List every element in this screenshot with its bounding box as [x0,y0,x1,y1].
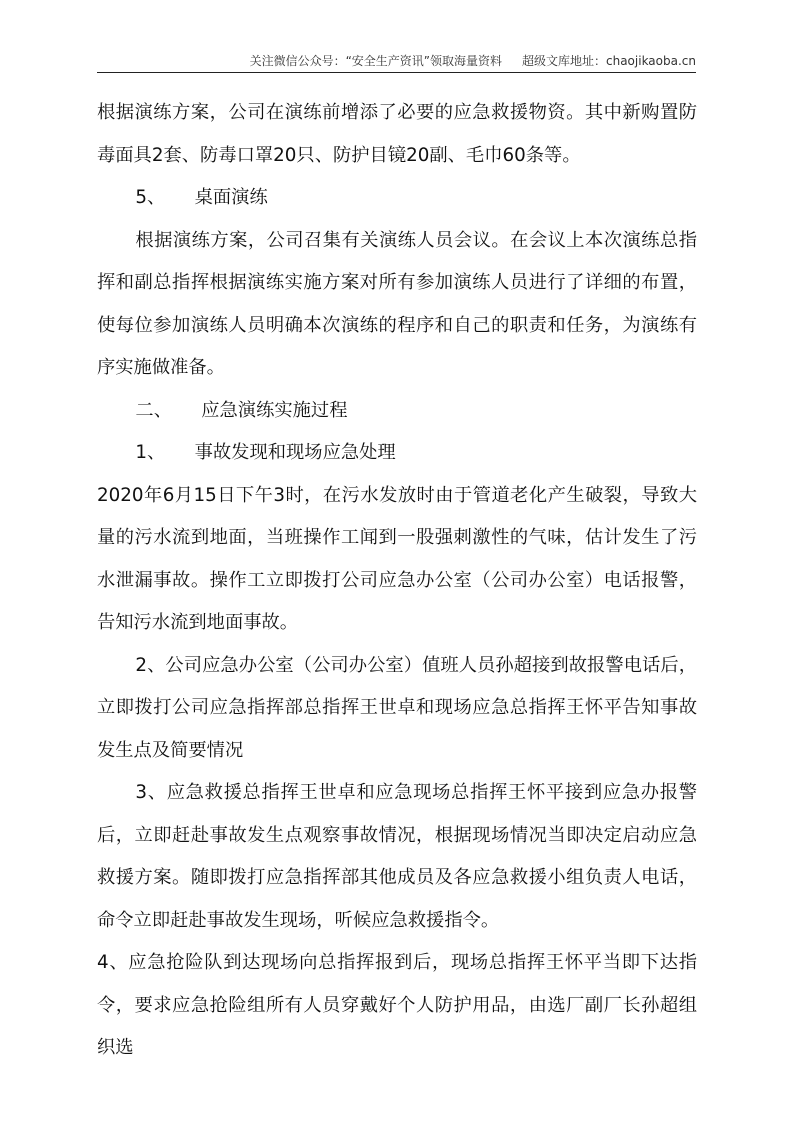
header-wechat-note: 关注微信公众号：“安全生产资讯”领取海量资料 [249,54,502,68]
paragraph-incident: 2020年6月15日下午3时，在污水发放时由于管道老化产生破裂，导致大量的污水流到地面，当班操作工闻到一股强刺激性的气味，估计发生了污水泄漏事故。操作工立即拨打公司应急办公室（公司办公室）电话报警，告知污水流到地面事故。 [97,484,697,633]
header-site-address: 超级文库地址：chaojikaoba.cn [522,54,696,68]
heading-discovery [97,432,697,475]
paragraph-step-2: 2、公司应急办公室（公司办公室）值班人员孙超接到故报警电话后，立即拨打公司应急指挥部总指挥王世卓和现场应急总指挥王怀平告知事故发生点及简要情况 [97,654,697,761]
heading-number: 1、 [135,442,166,463]
heading-drill-process [97,390,697,433]
heading-text: 事故发现和现场应急处理 [194,442,396,463]
document-body [97,92,697,1070]
paragraph-supplies: 根据演练方案，公司在演练前增添了必要的应急救援物资。其中新购置防毒面具2套、防毒口罩20只、防护目镜20副、毛巾60条等。 [97,102,697,166]
heading-text: 桌面演练 [194,187,268,208]
paragraph-meeting: 根据演练方案，公司召集有关演练人员会议。在会议上本次演练总指挥和副总指挥根据演练实施方案对所有参加演练人员进行了详细的布置，使每位参加演练人员明确本次演练的程序和自己的职责和任务，为演练有序实施做准备。 [97,229,697,378]
paragraph-step-3: 3、应急救援总指挥王世卓和应急现场总指挥王怀平接到应急办报警后，立即赶赴事故发生点观察事故情况，根据现场情况当即决定启动应急救援方案。随即拨打应急指挥部其他成员及各应急救援小组负责人电话，命令立即赶赴事故发生现场，听候应急救援指令。 [97,782,697,931]
heading-number: 5、 [135,187,166,208]
heading-tabletop-drill [97,177,697,220]
heading-number: 二、 [135,399,172,421]
heading-text: 应急演练实施过程 [201,399,348,421]
page-header [97,52,696,73]
paragraph-step-4: 4、应急抢险队到达现场向总指挥报到后，现场总指挥王怀平当即下达指令，要求应急抢险组所有人员穿戴好个人防护用品，由选厂副厂长孙超组织选 [97,952,697,1058]
